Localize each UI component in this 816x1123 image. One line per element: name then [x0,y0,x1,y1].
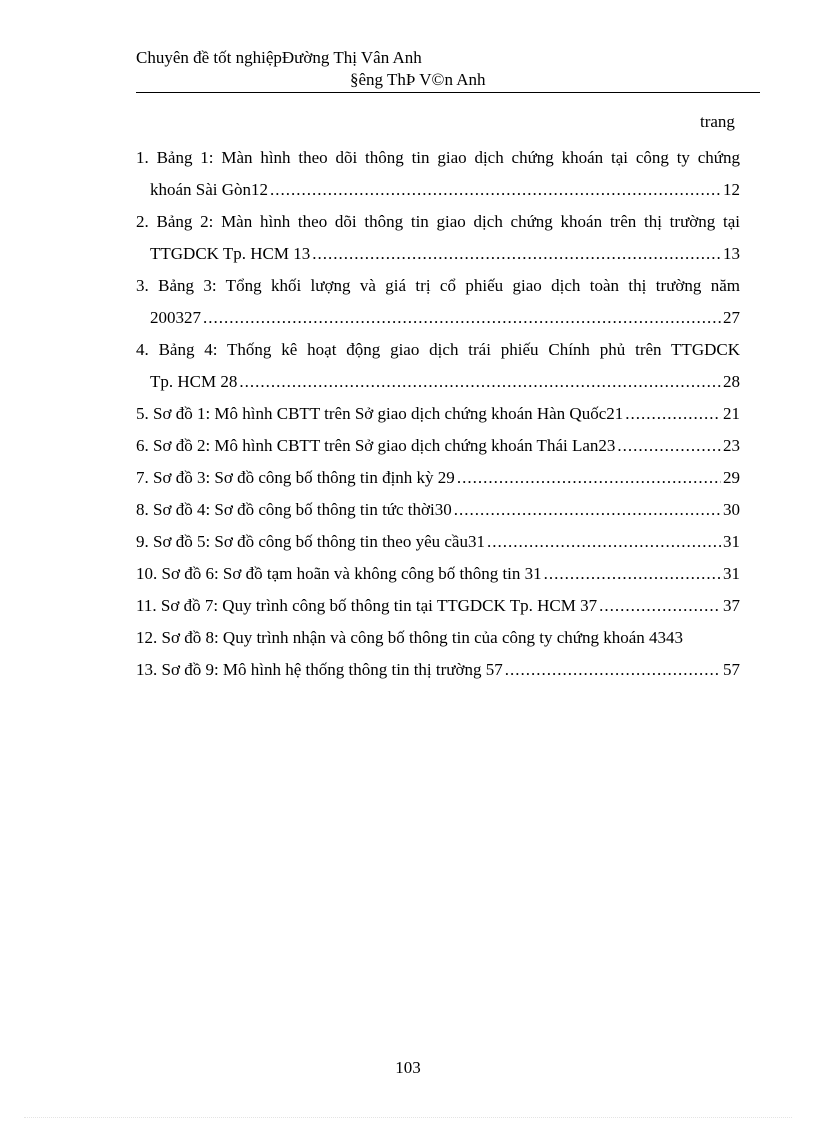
toc-entry[interactable] [136,526,740,558]
toc-entry-page: 31 [723,532,740,551]
dot-leader [457,462,721,494]
toc-entry-text: 12. Sơ đồ 8: Quy trình nhận và công bố thông tin của công ty chứng khoán 43 [136,628,667,647]
dot-leader [312,238,721,270]
toc-entry-text: 8. Sơ đồ 4: Sơ đồ công bố thông tin tức thời30 [136,500,452,519]
page-bottom-border [24,1117,792,1118]
dot-leader [270,174,721,206]
toc-entry-page: 12 [723,180,740,199]
toc-entry-text: 10. Sơ đồ 6: Sơ đồ tạm hoãn và không công bố thông tin 31 [136,564,542,583]
toc-entry-page: 21 [723,404,740,423]
header-author-garbled: §êng ThÞ V©n Anh [350,70,486,89]
dot-leader [544,558,721,590]
toc-entry[interactable] [136,430,740,462]
dot-leader [203,302,721,334]
toc-entry[interactable] [136,398,740,430]
toc-entry[interactable] [136,270,740,334]
toc-entry[interactable] [136,206,740,270]
toc-entry-page: 28 [723,372,740,391]
toc-entry-text: khoán Sài Gòn12 [150,180,269,199]
running-header [136,48,760,94]
toc-entry-text: TTGDCK Tp. HCM 13 [150,244,311,263]
header-title: Chuyên đề tốt nghiệpĐường Thị Vân Anh [136,48,422,67]
toc-entry-text: 13. Sơ đồ 9: Mô hình hệ thống thông tin thị trường 57 [136,660,503,679]
page-column-heading: trang [700,112,735,131]
toc-entry[interactable] [136,494,740,526]
dot-leader [505,654,721,686]
toc-entry-page: 31 [723,564,740,583]
toc-entry-text: 5. Sơ đồ 1: Mô hình CBTT trên Sở giao dịch chứng khoán Hàn Quốc21 [136,404,624,423]
toc-entry-text: 6. Sơ đồ 2: Mô hình CBTT trên Sở giao dịch chứng khoán Thái Lan23 [136,436,616,455]
header-divider [136,92,760,93]
toc-entry-text: 9. Sơ đồ 5: Sơ đồ công bố thông tin theo yêu cầu31 [136,532,485,551]
toc-entry-page: 37 [723,596,740,615]
dot-leader [487,526,721,558]
toc-entry-text: 11. Sơ đồ 7: Quy trình công bố thông tin tại TTGDCK Tp. HCM 37 [136,596,598,615]
dot-leader [599,590,721,622]
toc-entry[interactable] [136,654,740,686]
toc-entry-page: 23 [723,436,740,455]
toc-entry[interactable] [136,334,740,398]
toc-entry-page: 13 [723,244,740,263]
dot-leader [454,494,721,526]
toc-entry-first-line: 3. Bảng 3: Tổng khối lượng và giá trị cổ phiếu giao dịch toàn thị trường năm [136,276,740,295]
toc-entry[interactable] [136,462,740,494]
page-number: 103 [395,1058,421,1077]
toc-entry-first-line: 2. Bảng 2: Màn hình theo dõi thông tin giao dịch chứng khoán trên thị trường tại [136,212,740,231]
toc-entry-first-line: 1. Bảng 1: Màn hình theo dõi thông tin giao dịch chứng khoán tại công ty chứng [136,148,740,167]
toc-entry-page: 29 [723,468,740,487]
toc-entry-text: Tp. HCM 28 [150,372,238,391]
dot-leader [617,430,721,462]
toc-entry-text: 200327 [150,308,201,327]
toc-entry-page: 57 [723,660,740,679]
toc-entry[interactable] [136,142,740,206]
toc-entry[interactable] [136,590,740,622]
toc-entry-page: 27 [723,308,740,327]
toc-entry-page: 30 [723,500,740,519]
toc-entry-page: 43 [666,628,684,647]
toc-entry[interactable] [136,558,740,590]
dot-leader [239,366,721,398]
toc-entry[interactable] [136,622,740,654]
toc-entry-text: 7. Sơ đồ 3: Sơ đồ công bố thông tin định kỳ 29 [136,468,455,487]
toc-entry-first-line: 4. Bảng 4: Thống kê hoạt động giao dịch trái phiếu Chính phủ trên TTGDCK [136,340,740,359]
table-of-figures [136,142,740,686]
dot-leader [625,398,721,430]
